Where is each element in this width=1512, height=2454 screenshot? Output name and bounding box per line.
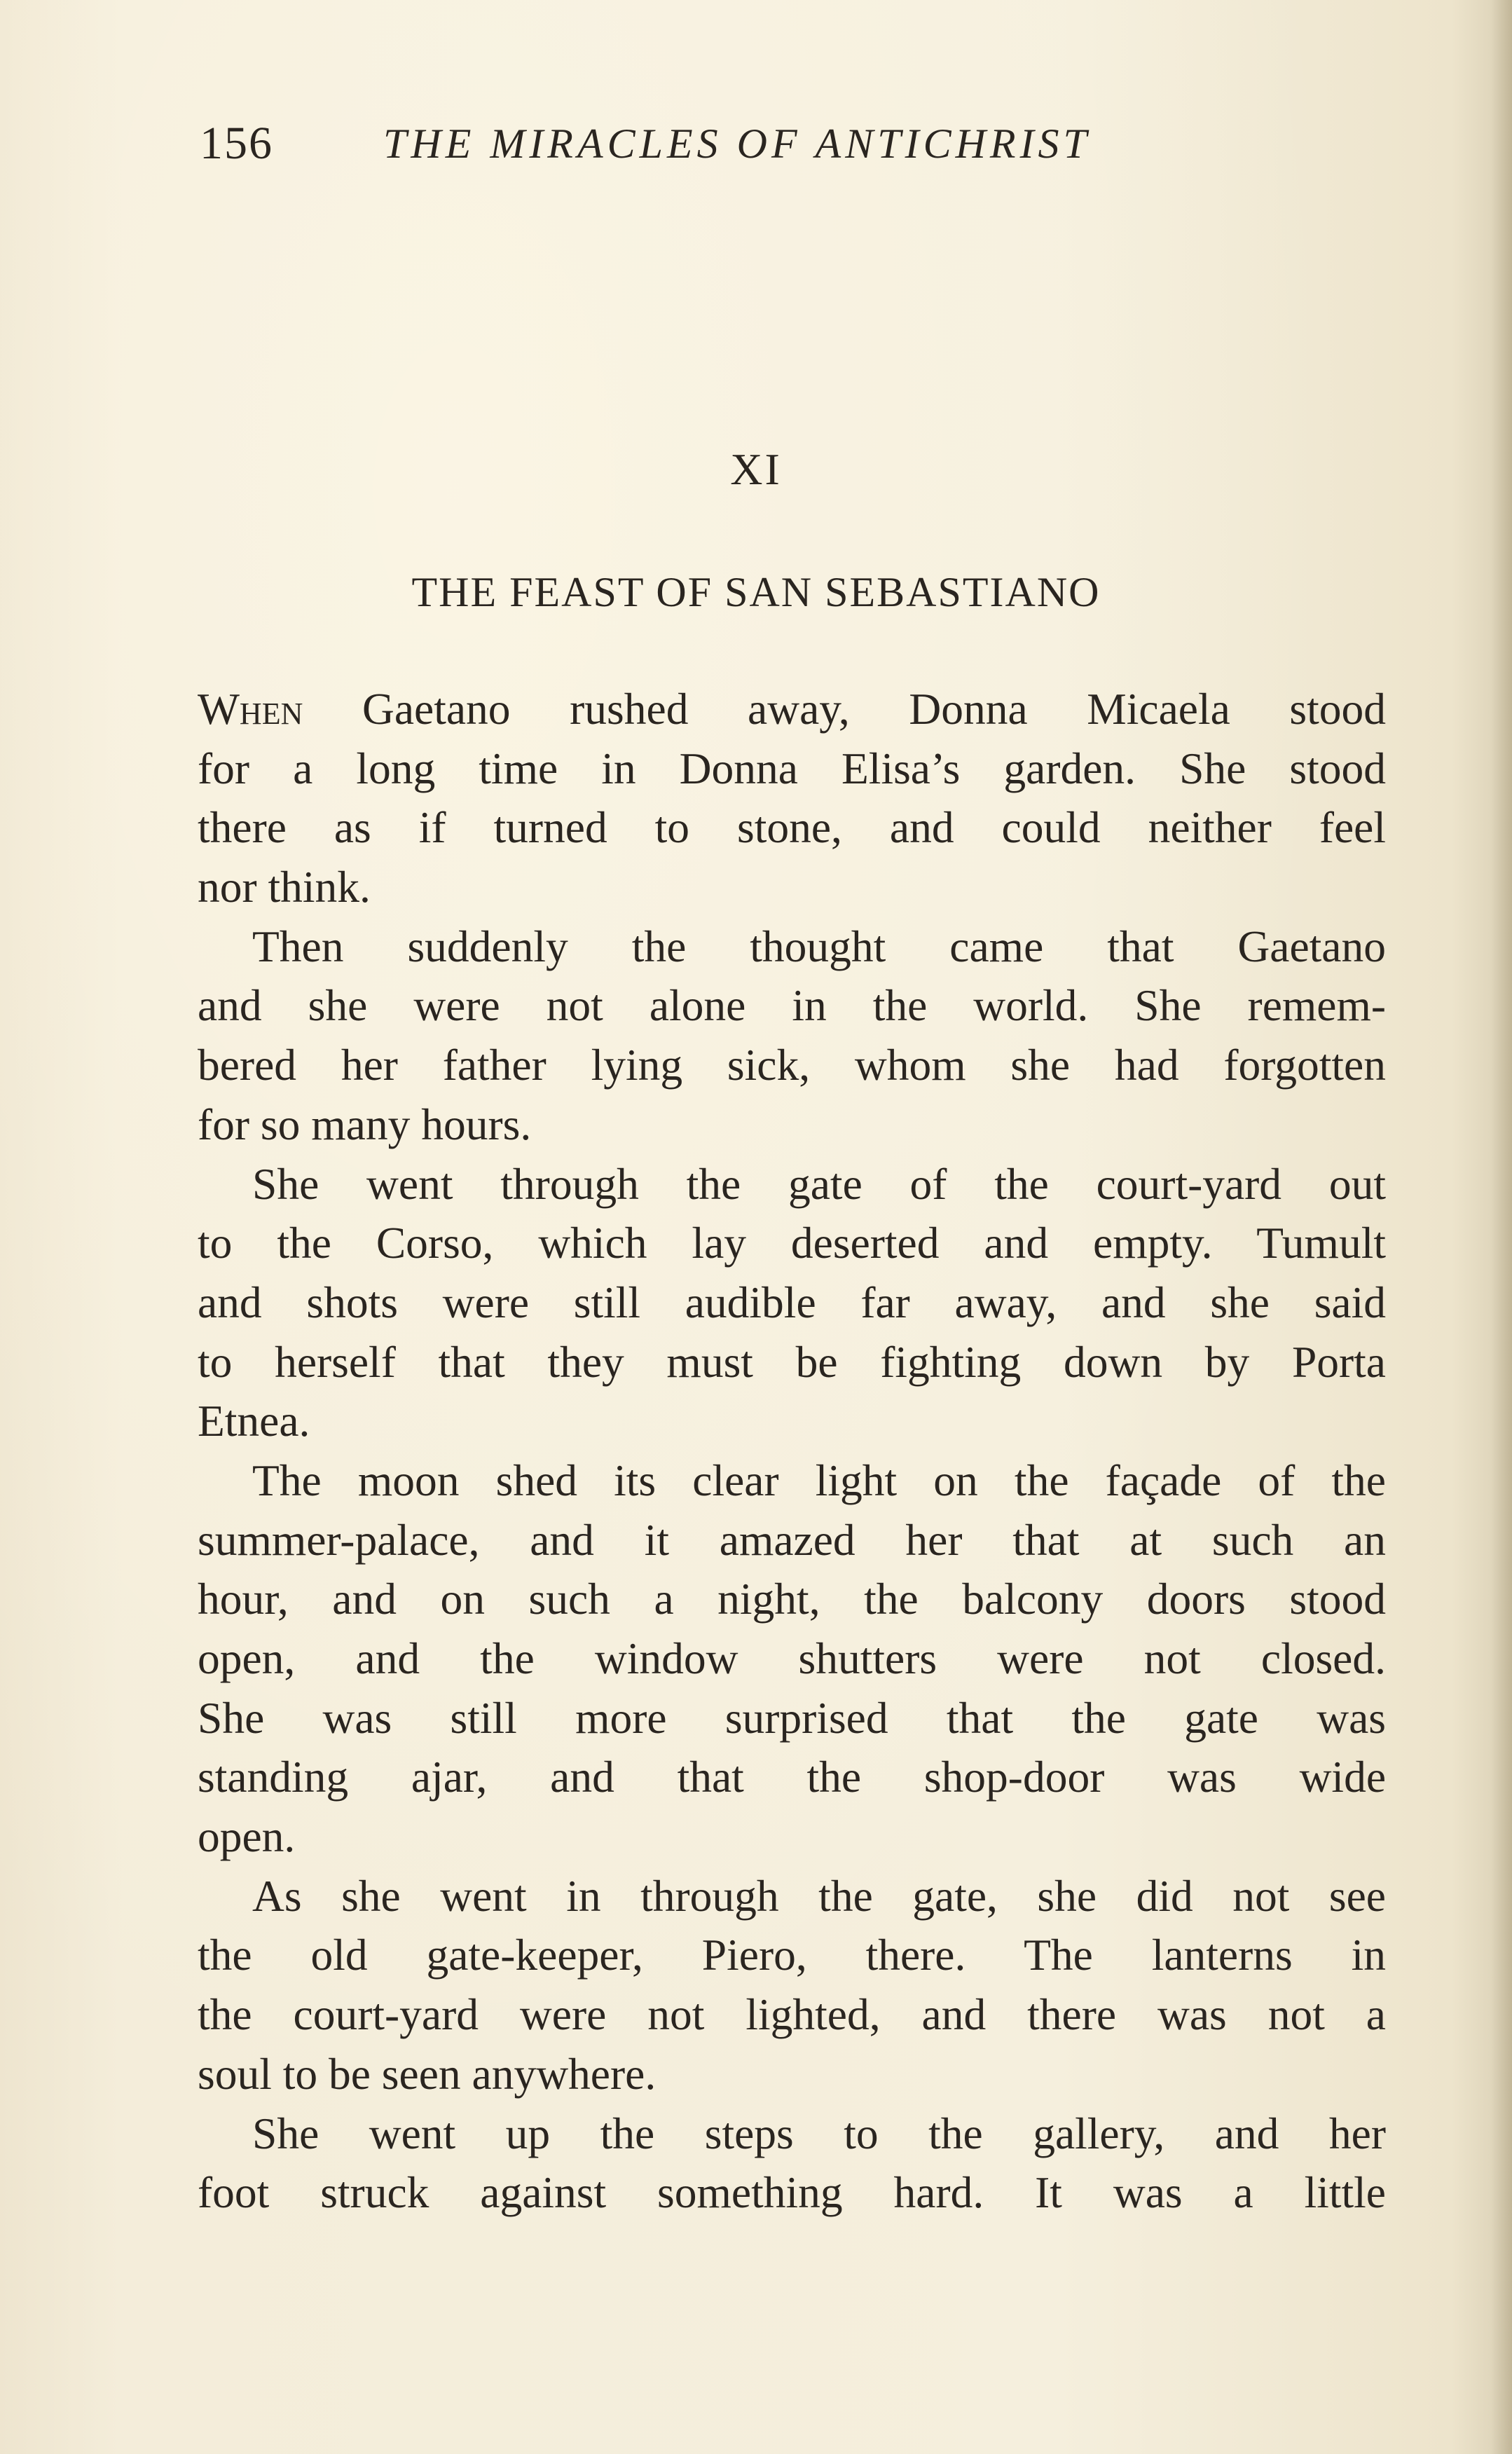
text-line: the old gate-keeper, Piero, there. The lanterns in (198, 1930, 1386, 1980)
page-number: 156 (200, 118, 273, 169)
text-line: bered her father lying sick, whom she had forgotten (198, 1040, 1386, 1090)
body-text (198, 680, 1386, 2223)
text-line: hour, and on such a night, the balcony doors stood (198, 1574, 1386, 1624)
text-line: summer-palace, and it amazed her that at such an (198, 1514, 1386, 1565)
running-head (200, 112, 1216, 175)
chapter-number: XI (730, 444, 782, 494)
text-line: The moon shed its clear light on the façade of the (252, 1455, 1386, 1505)
chapter-title: THE FEAST OF SAN SEBASTIANO (411, 569, 1101, 615)
text-line: foot struck against something hard. It was a little (198, 2167, 1386, 2218)
drop-word: When (198, 684, 303, 734)
text-line: nor think. (198, 862, 371, 912)
text-line: She went through the gate of the court-yard out (252, 1158, 1386, 1209)
text-line: for a long time in Donna Elisa’s garden. She stood (198, 743, 1386, 793)
text-line: open. (198, 1811, 296, 1862)
text-line: to the Corso, which lay deserted and empty. Tumult (198, 1218, 1386, 1268)
text-line: and she were not alone in the world. She remem- (198, 980, 1386, 1031)
text-line: there as if turned to stone, and could neither feel (198, 802, 1386, 853)
text-line: the court-yard were not lighted, and there was not a (198, 1989, 1386, 2040)
text-line: soul to be seen anywhere. (198, 2048, 657, 2099)
page-edge-shadow (1491, 0, 1512, 2454)
text-line: Etnea. (198, 1396, 310, 1446)
text-line: As she went in through the gate, she did not see (252, 1870, 1386, 1921)
text-line: When Gaetano rushed away, Donna Micaela stood (198, 684, 1386, 734)
text-line: standing ajar, and that the shop-door was wide (198, 1752, 1386, 1802)
text-line: and shots were still audible far away, and she said (198, 1277, 1386, 1327)
text-line: open, and the window shutters were not closed. (198, 1633, 1386, 1683)
text-line: for so many hours. (198, 1099, 532, 1149)
text-line: She went up the steps to the gallery, and her (252, 2108, 1386, 2158)
text-line: She was still more surprised that the gate was (198, 1692, 1386, 1743)
text-line: Then suddenly the thought came that Gaetano (252, 921, 1386, 971)
text-line: to herself that they must be fighting down by Porta (198, 1336, 1386, 1387)
running-title: THE MIRACLES OF ANTICHRIST (383, 121, 1091, 167)
